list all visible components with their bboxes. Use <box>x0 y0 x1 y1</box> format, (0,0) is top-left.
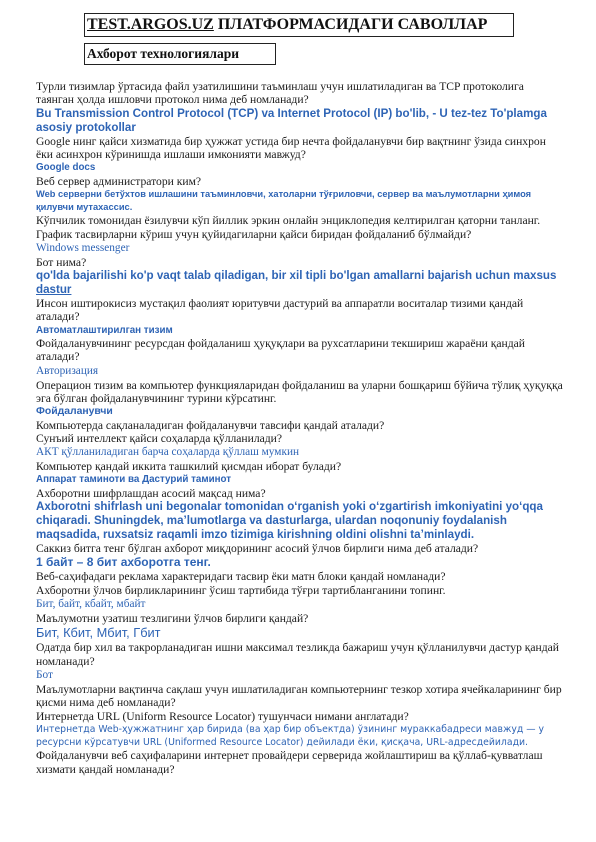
question-14: Саккиз битга тенг бўлган ахборот миқдорининг асосий ўлчов бирлиги нима деб аталади? <box>36 542 479 556</box>
question-1: Турли тизимлар ўртасида файл узатилишини таъминлаш учун ишлатиладиган ва TCP протоколига таянган ҳолда ишловчи протокол нима деб номланади? <box>36 80 524 107</box>
question-17: Маълумотни узатиш тезлигини ўлчов бирлиги қандай? <box>36 612 309 626</box>
answer-3: Web серверни бетўхтов ишлашини таъминловчи, хатоларни тўғриловчи, сервер ва маълумотларни ҳимоя қилувчи мутахассис. <box>36 188 532 213</box>
answer-20: Интернетда Web-ҳужжатнинг ҳар бирида (ва ҳар бир объектда) ўзининг мураккабадреси мавжуд — у ресурсни кўрсатувчи URL (Uniformed Resource Locator) дейилади ёки, қисқача, URL-адресдейилади. <box>36 723 545 749</box>
answer-2: Google docs <box>36 162 96 174</box>
answer-1: Bu Transmission Control Protocol (TCP) va Internet Protocol (IP) bo'lib, - U tez-tez To'plamga asosiy protokollar <box>36 106 547 134</box>
question-7: Инсон иштирокисиз мустақил фаолият юритувчи дастурий ва аппаратли воситалар тизими қандай аталади? <box>36 297 524 324</box>
answer-16: Бит, байт, кбайт, мбайт <box>36 598 146 611</box>
answer-7: Автоматлаштирилган тизим <box>36 324 173 336</box>
answer-6 <box>36 269 564 297</box>
answer-17: Бит, Кбит, Мбит, Гбит <box>36 625 161 641</box>
page-title <box>84 13 514 37</box>
answer-13: Axborotni shifrlash uni begonalar tomonidan oʻrganish yoki oʻzgartirish imkoniyatini yoʻqqa chiqaradi. Shuningdek, maʼlumotlarga va dasturlarga, ulardan noqonuniy foydalanish maqsadida, ruxsatsiz raqamli imzo tizimiga kirishning oldini olishni taʼminlaydi. <box>36 500 543 542</box>
question-5: График тасвирларни кўриш учун қуйидагиларни қайси биридан фойдаланиб бўлмайди? <box>36 227 472 241</box>
question-15: Веб-саҳифадаги реклама характеридаги тасвир ёки матн блоки қандай номланади? <box>36 570 446 584</box>
question-13: Ахборотни шифрлашдан асосий мақсад нима? <box>36 486 266 500</box>
site-name: TEST.ARGOS.UZ <box>87 16 214 33</box>
question-4: Кўпчилик томонидан ёзилувчи кўп йиллик эркин онлайн энциклопедия келтирилган қаторни танланг. <box>36 214 541 228</box>
answer-12: Аппарат таминоти ва Дастурий таминот <box>36 474 232 486</box>
title-rest: ПЛАТФОРМАСИДАГИ САВОЛЛАР <box>217 16 488 33</box>
subject-title: Ахборот технологиялари <box>84 43 276 65</box>
answer-8: Авторизация <box>36 364 99 377</box>
question-16: Ахборотни ўлчов бирликларининг ўсиш тартибида тўғри тартибланганини топинг. <box>36 583 446 597</box>
question-11: Сунъий интеллект қайси соҳаларда қўлланилади? <box>36 431 283 445</box>
question-8: Фойдаланувчининг ресурсдан фойдаланиш ҳуқуқлари ва рухсатларини текшириш жараёни қандай аталади? <box>36 337 526 364</box>
question-21: Фойдаланувчи веб саҳифаларини интернет провайдери серверида жойлаштириш ва қўллаб-қувватлаш хизмати қандай номланади? <box>36 749 543 776</box>
question-2: Google нинг қайси хизматида бир ҳужжат устида бир нечта фойдаланувчи бир вақтнинг ўзида синхрон ёки асинхрон кўринишда ишлаши имконияти мавжуд? <box>36 134 546 161</box>
question-10: Компьютерда сақланаладиган фойдаланувчи тавсифи қандай аталади? <box>36 418 385 432</box>
answer-6-underlined: dastur <box>36 283 72 297</box>
question-12: Компьютер қандай иккита ташкилий қисмдан иборат булади? <box>36 460 342 474</box>
answer-18: Бот <box>36 668 53 681</box>
question-9: Операцион тизим ва компьютер функцияларидан фойдаланиш ва уларни бошқариш бўйича тўлиқ ҳуқуққа эга бўлган фойдаланувчининг турини кўрсатинг. <box>36 378 563 406</box>
answer-11: АКТ қўлланиладиган барча соҳаларда қўллаш мумкин <box>36 446 300 459</box>
answer-14: 1 байт – 8 бит ахборотга тенг. <box>36 555 211 570</box>
question-19: Маълумотларни вақтинча сақлаш учун ишлатиладиган компьютернинг тезкор хотира ячейкаларининг бир қисми нима деб номланади? <box>36 682 562 710</box>
question-18: Одатда бир хил ва такрорланадиган ишни максимал тезликда бажариш учун қўлланилувчи дастур қандай номланади? <box>36 641 559 668</box>
qa-list <box>36 80 564 776</box>
question-3: Веб сервер администратори ким? <box>36 174 202 188</box>
question-6: Бот нима? <box>36 255 87 269</box>
answer-6-text: qo'lda bajarilishi ko'p vaqt talab qiladigan, bir xil tipli bo'lgan amallarni bajarish uchun maxsus <box>36 269 557 283</box>
answer-9: Фойдаланувчи <box>36 406 113 418</box>
question-20: Интернетда URL (Uniform Resource Locator) тушунчаси нимани англатади? <box>36 709 409 723</box>
answer-5: Windows messenger <box>36 241 130 254</box>
